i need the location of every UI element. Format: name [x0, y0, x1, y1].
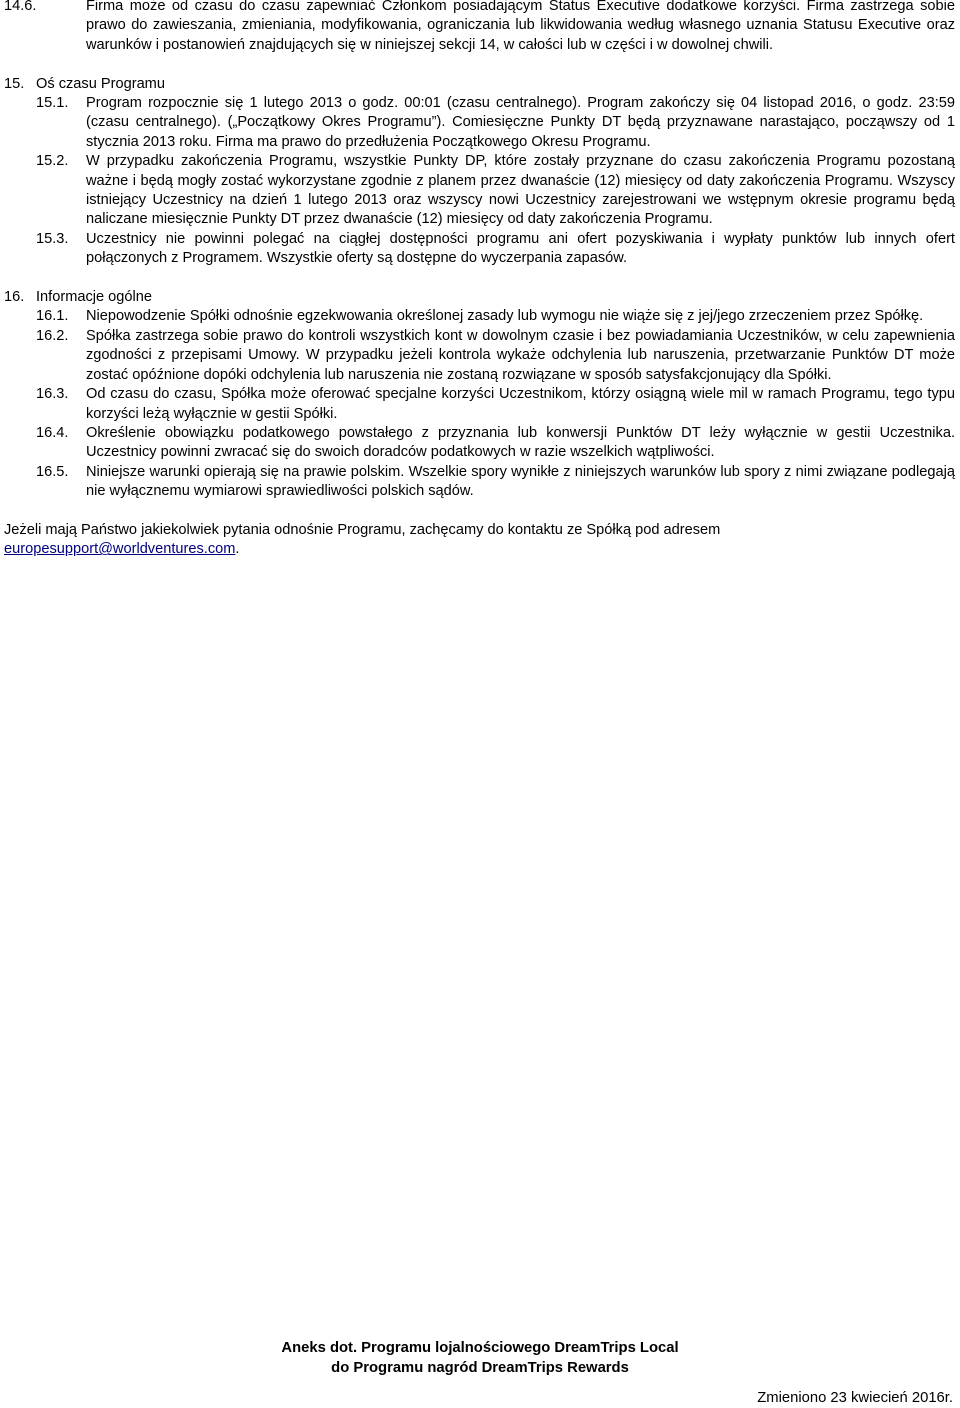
clause-text: Uczestnicy nie powinni polegać na ciągłej dostępności programu ani ofert pozyskiwania i wypłaty punktów lub innych ofert połączonych z Programem. Wszystkie oferty są dostępne do wyczerpania zapasów.	[86, 230, 955, 267]
clause-number: 15.1.	[36, 95, 69, 112]
clause-number: 16.3.	[36, 386, 69, 403]
clause-number: 14.6.	[4, 0, 37, 14]
clause-14-6	[4, 0, 955, 55]
clause-16-4	[36, 424, 955, 463]
clause-15-1	[36, 94, 955, 152]
clause-text: Niepowodzenie Spółki odnośnie egzekwowania określonej zasady lub wymogu nie wiąże się z jej/jego zrzeczeniem przez Spółkę.	[86, 308, 924, 325]
contact-text: Jeżeli mają Państwo jakiekolwiek pytania odnośnie Programu, zachęcamy do kontaktu ze Spółką pod adresem	[4, 521, 721, 538]
section-16-heading	[4, 288, 955, 307]
clause-number: 16.2.	[36, 327, 69, 344]
clause-15-3	[36, 230, 955, 269]
contact-period: .	[235, 541, 240, 558]
support-email-link[interactable]: europesupport@worldventures.com	[4, 541, 236, 558]
clause-16-3	[36, 385, 955, 424]
clause-number: 15.2.	[36, 153, 69, 170]
spacer	[4, 269, 955, 288]
clause-16-1	[36, 307, 955, 326]
clause-text: Od czasu do czasu, Spółka może oferować specjalne korzyści Uczestnikom, którzy osiągną wiele mil w ramach Programu, tego typu korzyści leżą wyłącznie w gestii Spółki.	[86, 386, 955, 422]
section-15-heading	[4, 75, 955, 94]
clause-text: Niniejsze warunki opierają się na prawie polskim. Wszelkie spory wynikłe z niniejszych warunków lub spory z nimi związane podlegają nie wyłącznemu wymiarowi sprawiedliwości polskich sądów.	[86, 463, 955, 500]
spacer	[4, 55, 955, 74]
document-body	[4, 0, 955, 560]
clause-16-2	[36, 327, 955, 385]
clause-number: 15.3.	[36, 230, 69, 247]
revision-date: Zmieniono 23 kwiecień 2016r.	[757, 1390, 953, 1406]
spacer	[4, 502, 955, 521]
clause-number: 16.5.	[36, 463, 69, 480]
clause-text: W przypadku zakończenia Programu, wszystkie Punkty DP, które zostały przyznane do czasu zakończenia Programu pozostaną ważne i będą mogły zostać wykorzystane zgodnie z planem przez dwanaście (12) miesięcy od daty zakończenia Programu. Wszyscy istniejący Uczestnicy na dzień 1 lutego 2013 oraz wszyscy nowi Uczestnicy zarejestrowani we wstępnym okresie programu będą naliczane miesięcznie Punkty DT przez dwanaście (12) miesięcy od daty zakończenia Programu.	[86, 153, 955, 228]
section-title: Oś czasu Programu	[36, 75, 165, 92]
annex-title-line-2: do Programu nagród DreamTrips Rewards	[331, 1360, 629, 1376]
section-number: 15.	[4, 75, 25, 92]
annex-title-line-1: Aneks dot. Programu lojalnościowego DreamTrips Local	[281, 1340, 679, 1356]
section-number: 16.	[4, 289, 25, 306]
annex-title	[0, 1338, 960, 1378]
clause-text: Firma może od czasu do czasu zapewniać Członkom posiadającym Status Executive dodatkowe korzyści. Firma zastrzega sobie prawo do zawieszania, zmieniania, modyfikowania, ograniczania lub likwidowania według własnego uznania Statusu Executive oraz warunków i postanowień znajdujących się w niniejszej sekcji 14, w całości lub w części i w dowolnej chwili.	[86, 0, 955, 53]
section-title: Informacje ogólne	[36, 289, 153, 306]
clause-15-2	[36, 152, 955, 230]
clause-text: Program rozpocznie się 1 lutego 2013 o godz. 00:01 (czasu centralnego). Program zakończy się 04 listopad 2016, o godz. 23:59 (czasu centralnego). („Początkowy Okres Programu”). Comiesięczne Punkty DT będą przyznawane narastająco, począwszy od 1 stycznia 2013 roku. Firma ma prawo do przedłużenia Początkowego Okresu Programu.	[86, 95, 955, 150]
clause-text: Określenie obowiązku podatkowego powstałego z przyznania lub konwersji Punktów DT leży wyłącznie w gestii Uczestnika. Uczestnicy powinni zwracać się do swoich doradców podatkowych w razie wszelkich wątpliwości.	[86, 424, 955, 461]
clause-text: Spółka zastrzega sobie prawo do kontroli wszystkich kont w dowolnym czasie i bez powiadamiania Uczestników, w celu zapewnienia zgodności z przepisami Umowy. W przypadku jeżeli kontrola wykaże odchylenia lub naruszenia, przetwarzanie Punktów DT może zostać opóźnione dopóki odchylenia lub naruszenia nie zostaną rozwiązane w sposób satysfakcjonujący dla Spółki.	[86, 327, 955, 383]
clause-number: 16.1.	[36, 308, 69, 325]
contact-paragraph	[4, 521, 955, 560]
clause-16-5	[36, 463, 955, 502]
clause-number: 16.4.	[36, 424, 69, 441]
